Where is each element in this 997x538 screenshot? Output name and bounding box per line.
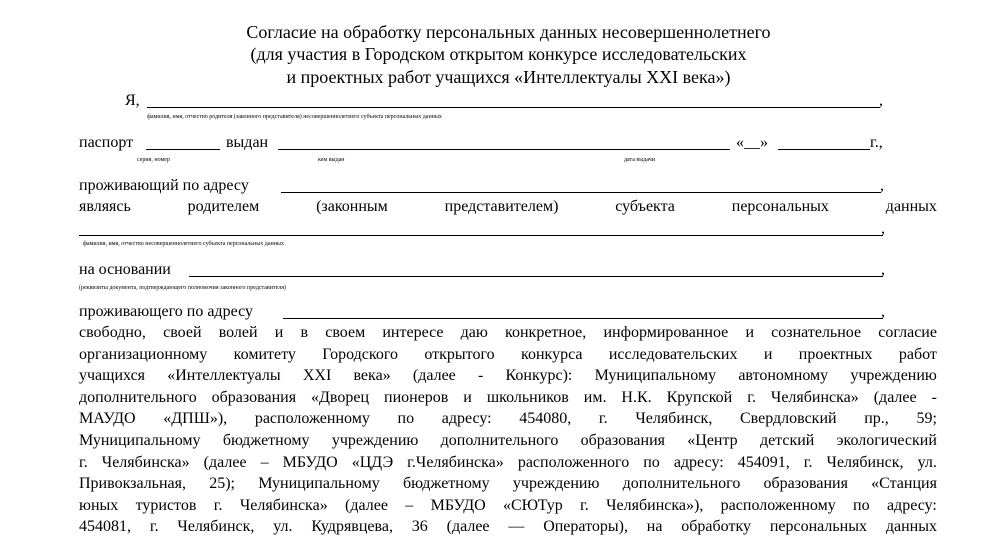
passport-issuer-field[interactable] bbox=[278, 149, 730, 150]
subject-comma: , bbox=[881, 220, 885, 237]
subject-name-field[interactable] bbox=[79, 235, 883, 236]
being-word: являясь bbox=[79, 198, 131, 215]
body-line: дополнительного образования «Дворец пионеров и школьников им. Н.К. Крупской г. Челябинска» (далее - bbox=[79, 388, 937, 406]
address1-comma: , bbox=[880, 177, 884, 194]
passport-label: паспорт bbox=[79, 134, 134, 151]
passport-number-field[interactable] bbox=[146, 149, 220, 150]
document-title-line-3: и проектных работ учащихся «Интеллектуалы XXI века») bbox=[286, 67, 731, 87]
being-word: персональных bbox=[731, 198, 829, 215]
basis-document-hint: (реквизиты документа, подтверждающего полномочия законного представителя) bbox=[79, 285, 286, 291]
being-parent-row bbox=[79, 197, 937, 217]
being-word: субъекта bbox=[615, 198, 675, 215]
body-line: Привокзальная, 25); Муниципальному бюджетному учреждению дополнительного образования «Станция bbox=[79, 475, 937, 493]
year-label: г., bbox=[870, 134, 883, 151]
basis-label: на основании bbox=[79, 261, 171, 278]
basis-comma: , bbox=[881, 261, 885, 278]
issued-label: выдан bbox=[226, 134, 269, 151]
passport-date-hint: дата выдачи bbox=[624, 157, 655, 163]
address2-comma: , bbox=[881, 303, 885, 320]
being-word: (законным bbox=[316, 198, 388, 215]
address2-label: проживающего по адресу bbox=[79, 303, 253, 320]
ya-label: Я, bbox=[125, 92, 140, 109]
body-line: МАУДО «ДПШ»), расположенному по адресу: 454080, г. Челябинск, Свердловский пр., 59; bbox=[79, 410, 937, 428]
subject-address-field[interactable] bbox=[283, 318, 883, 319]
address1-label: проживающий по адресу bbox=[79, 177, 249, 194]
parent-address-field[interactable] bbox=[281, 192, 881, 193]
body-line: свободно, своей волей и в своем интересе даю конкретное, информированное и сознательное согласие bbox=[79, 324, 937, 341]
document-title-line-1: Согласие на обработку персональных данных несовершеннолетнего bbox=[246, 22, 771, 42]
passport-issuer-hint: кем выдан bbox=[318, 157, 345, 163]
body-line: юных туристов г. Челябинска» (далее – МБУДО «СЮТур г. Челябинска»), расположенному по адресу: bbox=[79, 496, 937, 514]
body-line: Муниципальному бюджетному учреждению дополнительного образования «Центр детский экологический bbox=[79, 431, 937, 449]
ya-comma: , bbox=[879, 92, 883, 109]
document-title-line-2: (для участия в Городском открытом конкурсе исследовательских bbox=[250, 44, 747, 64]
issue-date-quote: «__» bbox=[736, 134, 768, 151]
being-word: данных bbox=[885, 198, 937, 215]
being-word: представителем) bbox=[444, 198, 559, 215]
parent-name-hint: фамилия, имя, отчество родителя (законного представителя) несовершеннолетнего субъекта персональных данных bbox=[147, 114, 442, 120]
body-line: г. Челябинска» (далее – МБУДО «ЦДЭ г.Челябинска» расположенного по адресу: 454091, г. Челябинск, ул. bbox=[79, 453, 937, 471]
passport-series-hint: серия, номер bbox=[137, 157, 170, 163]
body-line: 454081, г. Челябинск, ул. Кудрявцева, 36 (далее — Операторы), на обработку персональных данных bbox=[79, 518, 937, 536]
body-line: организационному комитету Городского открытого конкурса исследовательских и проектных работ bbox=[79, 345, 937, 363]
subject-name-hint: фамилия, имя, отчество несовершеннолетнего субъекта персональных данных bbox=[83, 241, 284, 247]
body-line: учащихся «Интеллектуалы XXI века» (далее - Конкурс): Муниципальному автономному учреждению bbox=[79, 367, 937, 385]
passport-issue-date-field[interactable] bbox=[778, 149, 870, 150]
being-word: родителем bbox=[187, 198, 260, 215]
parent-name-field[interactable] bbox=[147, 107, 880, 108]
consent-body-text bbox=[79, 322, 937, 538]
basis-document-field[interactable] bbox=[189, 276, 883, 277]
